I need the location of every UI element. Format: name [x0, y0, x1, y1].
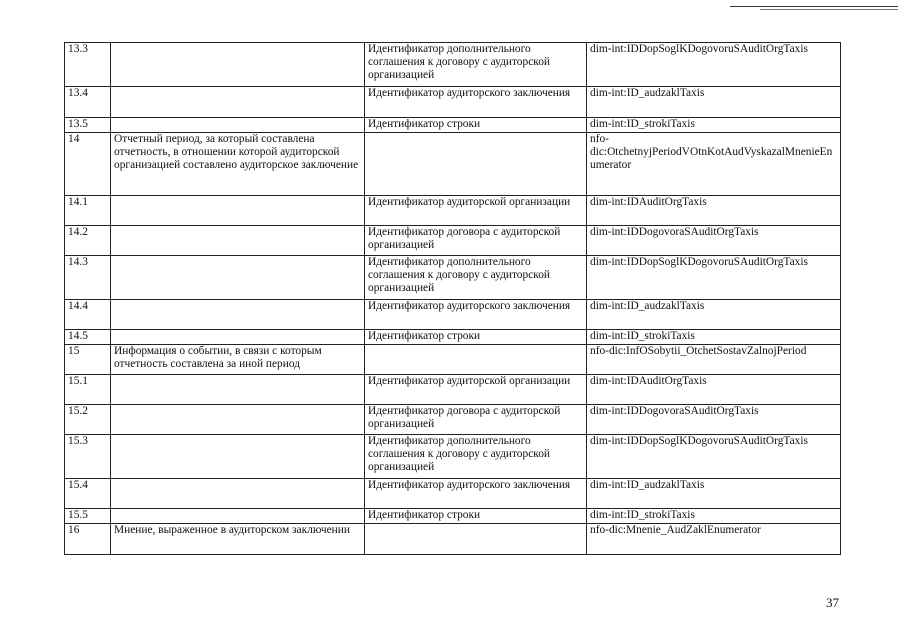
row-description — [111, 405, 365, 435]
row-code: dim-int:ID_strokiTaxis — [587, 118, 841, 133]
row-identifier: Идентификатор договора с аудиторской организацией — [365, 405, 587, 435]
row-description — [111, 375, 365, 405]
row-description — [111, 330, 365, 345]
page-number: 37 — [826, 595, 839, 610]
row-code: dim-int:ID_audzaklTaxis — [587, 300, 841, 330]
table-row — [65, 479, 841, 509]
row-code: dim-int:IDDogovoraSAuditOrgTaxis — [587, 405, 841, 435]
row-description — [111, 256, 365, 300]
row-identifier: Идентификатор дополнительного соглашения к договору с аудиторской организацией — [365, 256, 587, 300]
table-row — [65, 196, 841, 226]
row-code: dim-int:ID_strokiTaxis — [587, 509, 841, 524]
row-code: dim-int:IDAuditOrgTaxis — [587, 196, 841, 226]
table-row — [65, 226, 841, 256]
row-description — [111, 509, 365, 524]
top-rule — [730, 6, 898, 7]
row-identifier: Идентификатор строки — [365, 118, 587, 133]
table-row — [65, 375, 841, 405]
table-row — [65, 435, 841, 479]
table-row — [65, 87, 841, 118]
row-identifier — [365, 133, 587, 196]
row-description — [111, 226, 365, 256]
row-description: Информация о событии, в связи с которым отчетность составлена за иной период — [111, 345, 365, 375]
row-identifier: Идентификатор строки — [365, 330, 587, 345]
row-code: dim-int:IDDopSoglKDogovoruSAuditOrgTaxis — [587, 256, 841, 300]
row-code: dim-int:IDDopSoglKDogovoruSAuditOrgTaxis — [587, 435, 841, 479]
row-number: 14.2 — [65, 226, 111, 256]
row-code: dim-int:IDAuditOrgTaxis — [587, 375, 841, 405]
table-row — [65, 509, 841, 524]
row-code: dim-int:IDDopSoglKDogovoruSAuditOrgTaxis — [587, 43, 841, 87]
row-number: 15.3 — [65, 435, 111, 479]
row-number: 15 — [65, 345, 111, 375]
table-row — [65, 330, 841, 345]
table-row — [65, 300, 841, 330]
row-identifier: Идентификатор дополнительного соглашения к договору с аудиторской организацией — [365, 435, 587, 479]
row-description — [111, 196, 365, 226]
table-row — [65, 345, 841, 375]
row-description — [111, 87, 365, 118]
row-number: 15.5 — [65, 509, 111, 524]
row-number: 13.5 — [65, 118, 111, 133]
row-identifier: Идентификатор аудиторского заключения — [365, 87, 587, 118]
row-identifier: Идентификатор аудиторского заключения — [365, 479, 587, 509]
row-identifier — [365, 345, 587, 375]
table-row — [65, 524, 841, 555]
row-description — [111, 300, 365, 330]
row-code: nfo-dic:Mnenie_AudZaklEnumerator — [587, 524, 841, 555]
row-code: dim-int:ID_audzaklTaxis — [587, 87, 841, 118]
row-description: Мнение, выраженное в аудиторском заключении — [111, 524, 365, 555]
row-description: Отчетный период, за который составлена отчетность, в отношении которой аудиторской организацией составлено аудиторское заключение — [111, 133, 365, 196]
row-identifier: Идентификатор аудиторской организации — [365, 196, 587, 226]
row-number: 15.1 — [65, 375, 111, 405]
row-identifier: Идентификатор аудиторского заключения — [365, 300, 587, 330]
row-description — [111, 479, 365, 509]
row-number: 15.4 — [65, 479, 111, 509]
row-identifier — [365, 524, 587, 555]
row-number: 14.1 — [65, 196, 111, 226]
row-code: dim-int:ID_strokiTaxis — [587, 330, 841, 345]
row-identifier: Идентификатор аудиторской организации — [365, 375, 587, 405]
attribute-table — [64, 42, 841, 555]
row-number: 14.3 — [65, 256, 111, 300]
table-row — [65, 133, 841, 196]
row-code: nfo-dic:InfOSobytii_OtchetSostavZalnojPeriod — [587, 345, 841, 375]
row-description — [111, 435, 365, 479]
row-number: 13.3 — [65, 43, 111, 87]
row-number: 15.2 — [65, 405, 111, 435]
row-number: 14 — [65, 133, 111, 196]
row-identifier: Идентификатор договора с аудиторской организацией — [365, 226, 587, 256]
row-number: 16 — [65, 524, 111, 555]
row-identifier: Идентификатор строки — [365, 509, 587, 524]
row-description — [111, 118, 365, 133]
row-number: 14.5 — [65, 330, 111, 345]
row-code: nfo-dic:OtchetnyjPeriodVOtnKotAudVyskazalMnenieEnumerator — [587, 133, 841, 196]
top-rule-secondary — [760, 9, 898, 10]
table-row — [65, 256, 841, 300]
row-number: 13.4 — [65, 87, 111, 118]
table-row — [65, 118, 841, 133]
row-code: dim-int:ID_audzaklTaxis — [587, 479, 841, 509]
row-identifier: Идентификатор дополнительного соглашения к договору с аудиторской организацией — [365, 43, 587, 87]
row-code: dim-int:IDDogovoraSAuditOrgTaxis — [587, 226, 841, 256]
row-number: 14.4 — [65, 300, 111, 330]
row-description — [111, 43, 365, 87]
table-row — [65, 405, 841, 435]
table-row — [65, 43, 841, 87]
